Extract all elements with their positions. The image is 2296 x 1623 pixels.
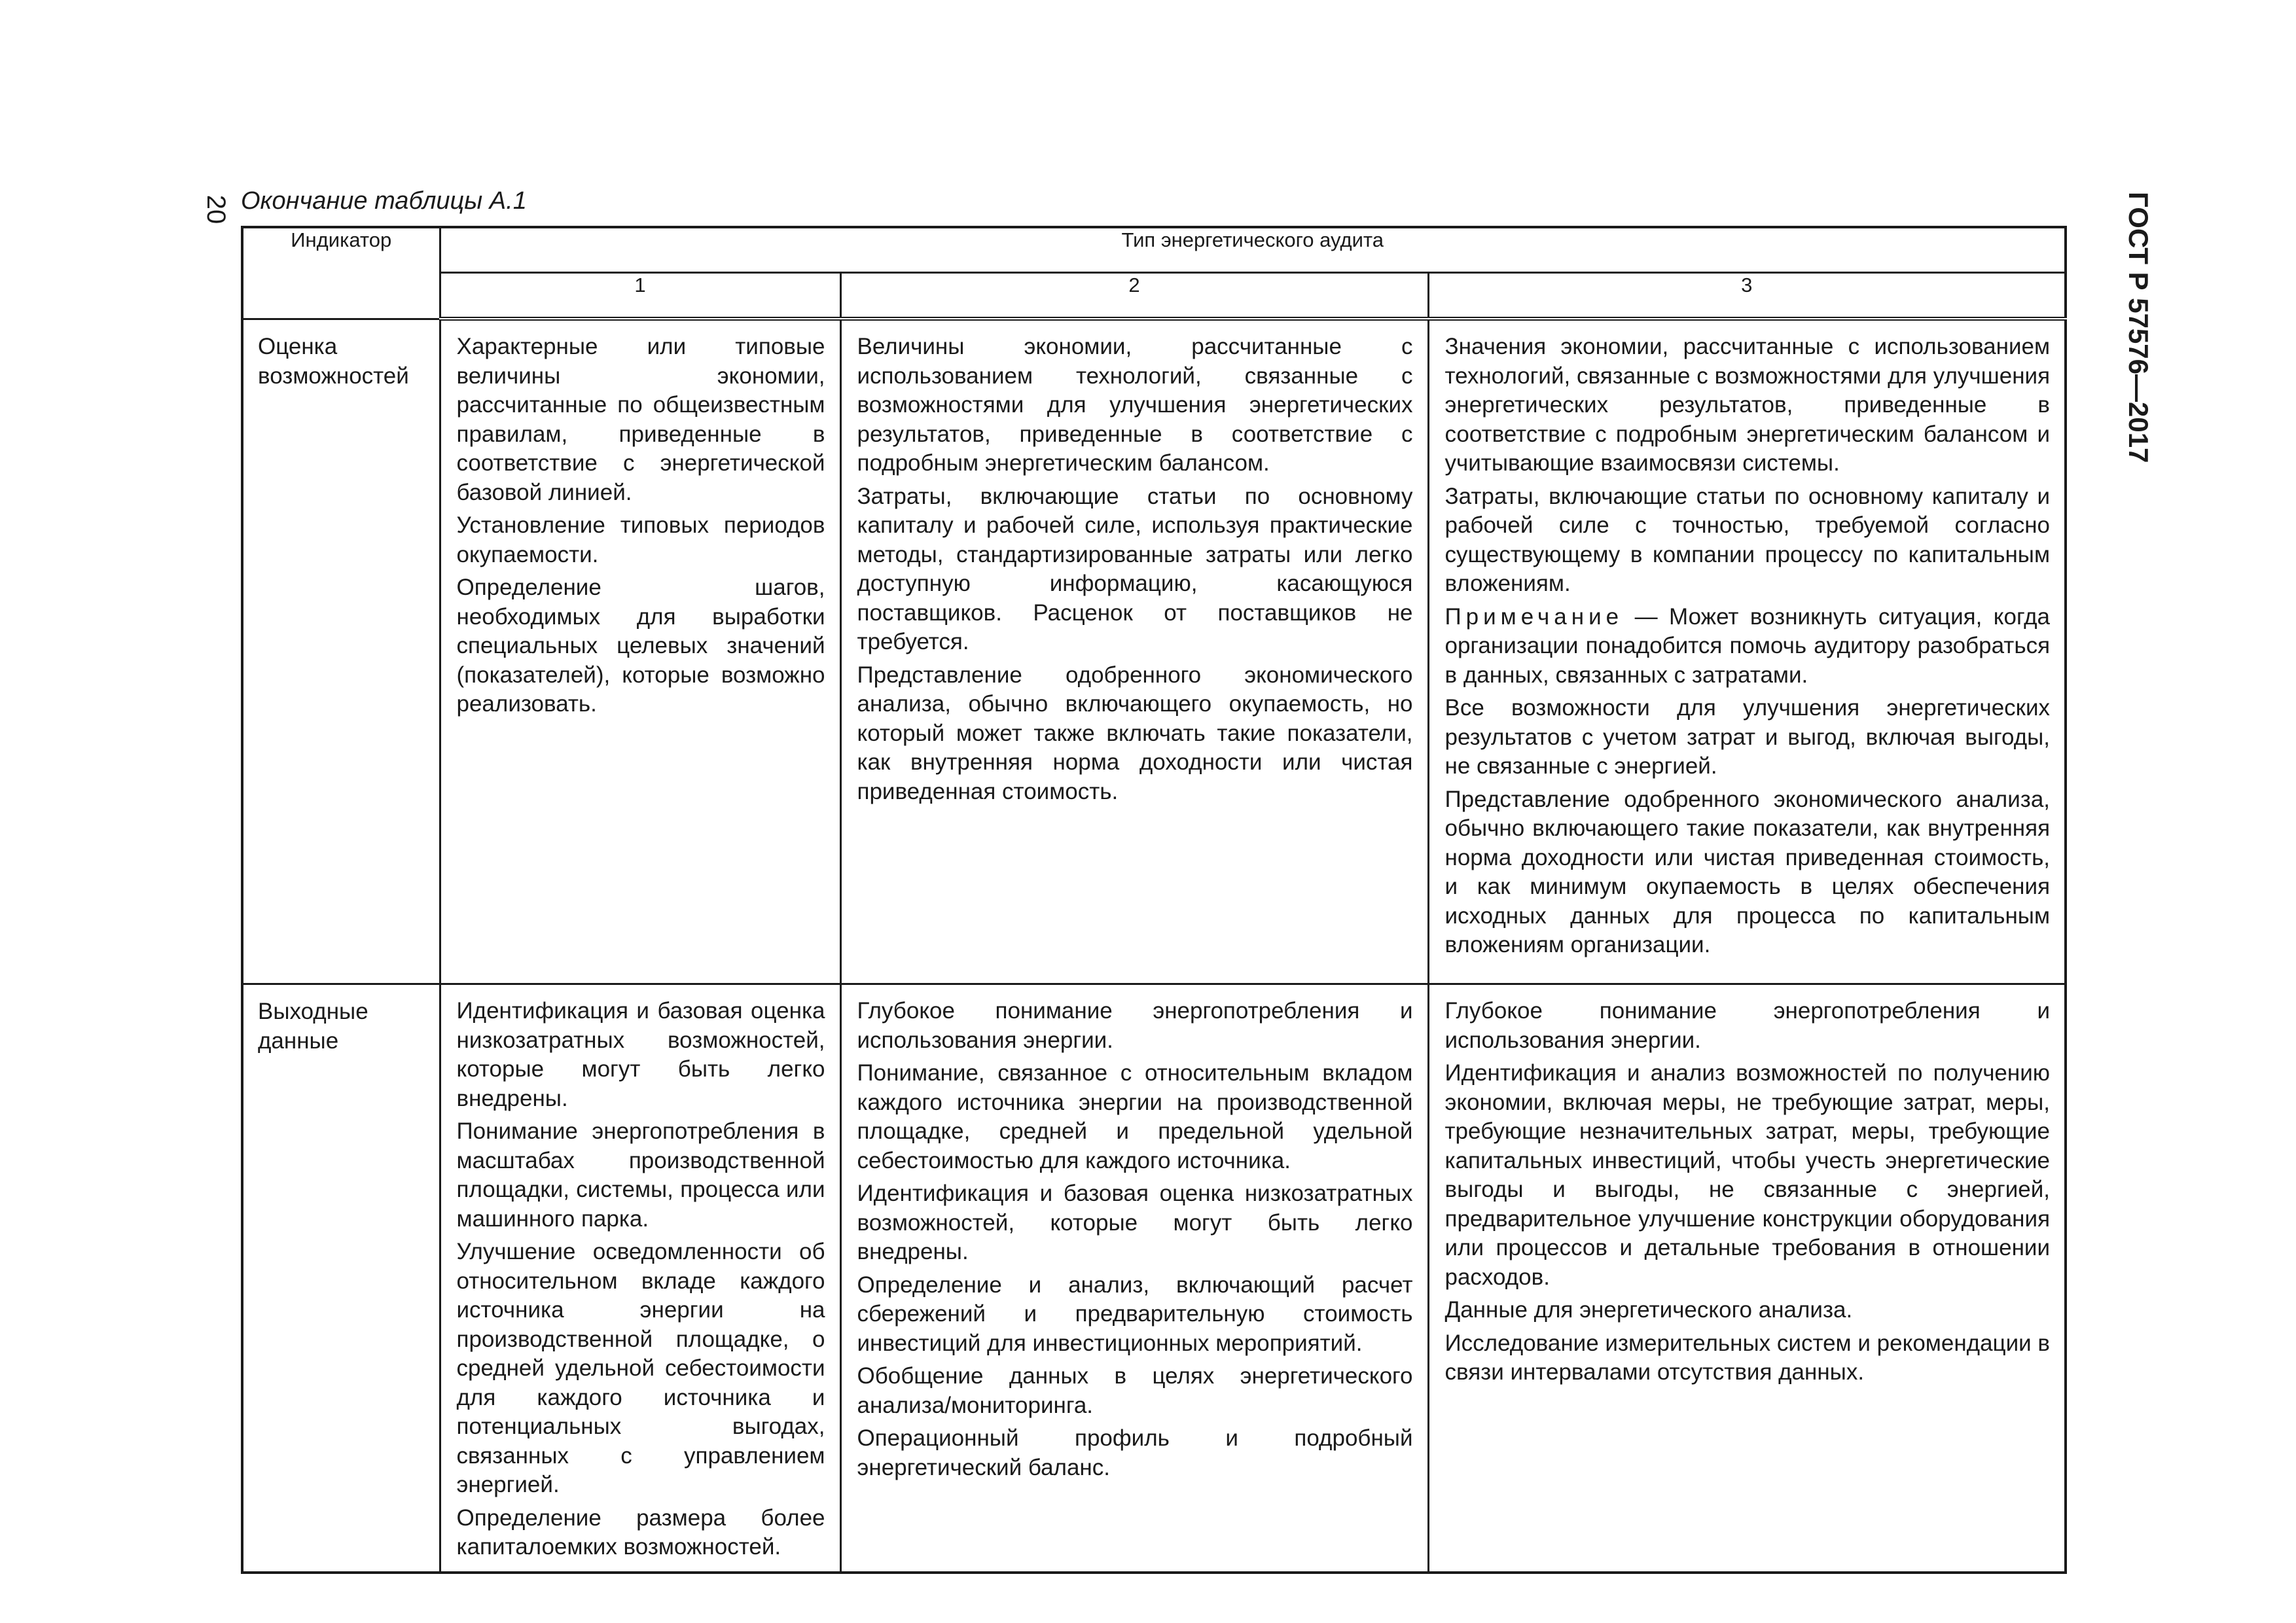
row1-col2-cell <box>840 319 1428 984</box>
paragraph: Понимание энергопотребления в масштабах производственной площадки, системы, процесса или машинного парка. <box>456 1118 825 1232</box>
table-caption: Окончание таблицы А.1 <box>241 187 527 215</box>
header-col-1: 1 <box>440 273 840 319</box>
row2-col1-cell <box>440 984 840 1573</box>
note-paragraph: Примечание — Может возникнуть ситуация, когда организации понадобится помочь аудитору разобраться в данных, связанных с затратами. <box>1444 603 2051 688</box>
paragraph: Значения экономии, рассчитанные с использованием технологий, связанные с возможностями для улучшения энергетических результатов, приведенные в соответствие с подробным энергетическим балансом и учитывающие взаимосвязи системы. <box>1444 334 2051 476</box>
paragraph: Идентификация и базовая оценка низкозатратных возможностей, которые могут быть легко внедрены. <box>456 998 825 1111</box>
paragraph: Представление одобренного экономического анализа, обычно включающего окупаемость, но который может также включать такие показатели, как внутренняя норма доходности или чистая приведенная стоимость. <box>857 662 1413 804</box>
paragraph: Характерные или типовые величины экономии, рассчитанные по общеизвестным правилам, приведенные в соответствие с энергетической базовой линией. <box>456 334 825 505</box>
paragraph: Данные для энергетического анализа. <box>1444 1297 1853 1323</box>
row2-col2-cell <box>840 984 1428 1573</box>
paragraph: Определение шагов, необходимых для выработки специальных целевых значений (показателей), которые возможно реализовать. <box>456 575 825 717</box>
paragraph: Глубокое понимание энергопотребления и использования энергии. <box>857 998 1413 1053</box>
paragraph: Обобщение данных в целях энергетического анализа/мониторинга. <box>857 1363 1413 1418</box>
standard-code: ГОСТ Р 57576—2017 <box>2123 192 2154 463</box>
row1-col3-cell <box>1428 319 2066 984</box>
header-indicator: Индикатор <box>242 227 440 319</box>
page-number: 20 <box>202 194 230 224</box>
row1-col1-cell <box>440 319 840 984</box>
audit-table <box>241 226 2067 1574</box>
header-col-3: 3 <box>1428 273 2066 319</box>
paragraph: Исследование измерительных систем и рекомендации в связи интервалами отсутствия данных. <box>1444 1330 2051 1385</box>
paragraph: Глубокое понимание энергопотребления и использования энергии. <box>1444 998 2051 1053</box>
paragraph: Определение и анализ, включающий расчет сбережений и предварительную стоимость инвестиций для инвестиционных мероприятий. <box>857 1272 1413 1356</box>
paragraph: Операционный профиль и подробный энергетический баланс. <box>857 1425 1413 1480</box>
paragraph: Определение размера более капиталоемких возможностей. <box>456 1505 825 1560</box>
row-indicator: Выходные данные <box>242 984 440 1573</box>
paragraph: Величины экономии, рассчитанные с использованием технологий, связанные с возможностями для улучшения энергетических результатов, приведенные в соответствие с подробным энергетическим балансом. <box>857 334 1413 476</box>
paragraph: Представление одобренного экономического анализа, обычно включающего такие показатели, как внутренняя норма доходности или чистая приведенная стоимость, и как минимум окупаемость в целях обеспечения исходных данных для процесса по капитальным вложениям организации. <box>1444 786 2051 957</box>
table-row-opportunity-assessment <box>242 319 2066 984</box>
paragraph: Улучшение осведомленности об относительном вкладе каждого источника энергии на производственной площадке, о средней удельной себестоимости для каждого источника и потенциальных выгодах, связанных с управлением энергией. <box>456 1239 825 1497</box>
paragraph: Все возможности для улучшения энергетических результатов с учетом затрат и выгод, включая выгоды, не связанные с энергией. <box>1444 695 2051 779</box>
paragraph: Установление типовых периодов окупаемости. <box>456 512 825 567</box>
paragraph: Понимание, связанное с относительным вкладом каждого источника энергии на производственной площадке, средней и предельной удельной себестоимостью для каждого источника. <box>857 1060 1413 1173</box>
paragraph: Затраты, включающие статьи по основному капиталу и рабочей силе, используя практические методы, стандартизированные затраты или легко доступную информацию, касающуюся поставщиков. Расценок от поставщиков не требуется. <box>857 483 1413 654</box>
row2-col3-cell <box>1428 984 2066 1573</box>
header-col-2: 2 <box>840 273 1428 319</box>
row-indicator: Оценка возможностей <box>242 319 440 984</box>
header-audit-type: Тип энергетического аудита <box>440 227 2066 273</box>
paragraph: Затраты, включающие статьи по основному капиталу и рабочей силе с точностью, требуемой согласно существующему в компании процессу по капитальным вложениям. <box>1444 483 2051 596</box>
table-row-output-data <box>242 984 2066 1573</box>
note-label: Примечание <box>1444 603 1624 630</box>
paragraph: Идентификация и анализ возможностей по получению экономии, включая меры, не требующие затрат, меры, требующие незначительных затрат, меры, требующие капитальных инвестиций, чтобы учесть энергетические выгоды и выгоды, не связанные с энергией, предварительное улучшение конструкции оборудования или процессов и детальные требования в отношении расходов. <box>1444 1060 2051 1290</box>
paragraph: Идентификация и базовая оценка низкозатратных возможностей, которые могут быть легко внедрены. <box>857 1181 1413 1264</box>
